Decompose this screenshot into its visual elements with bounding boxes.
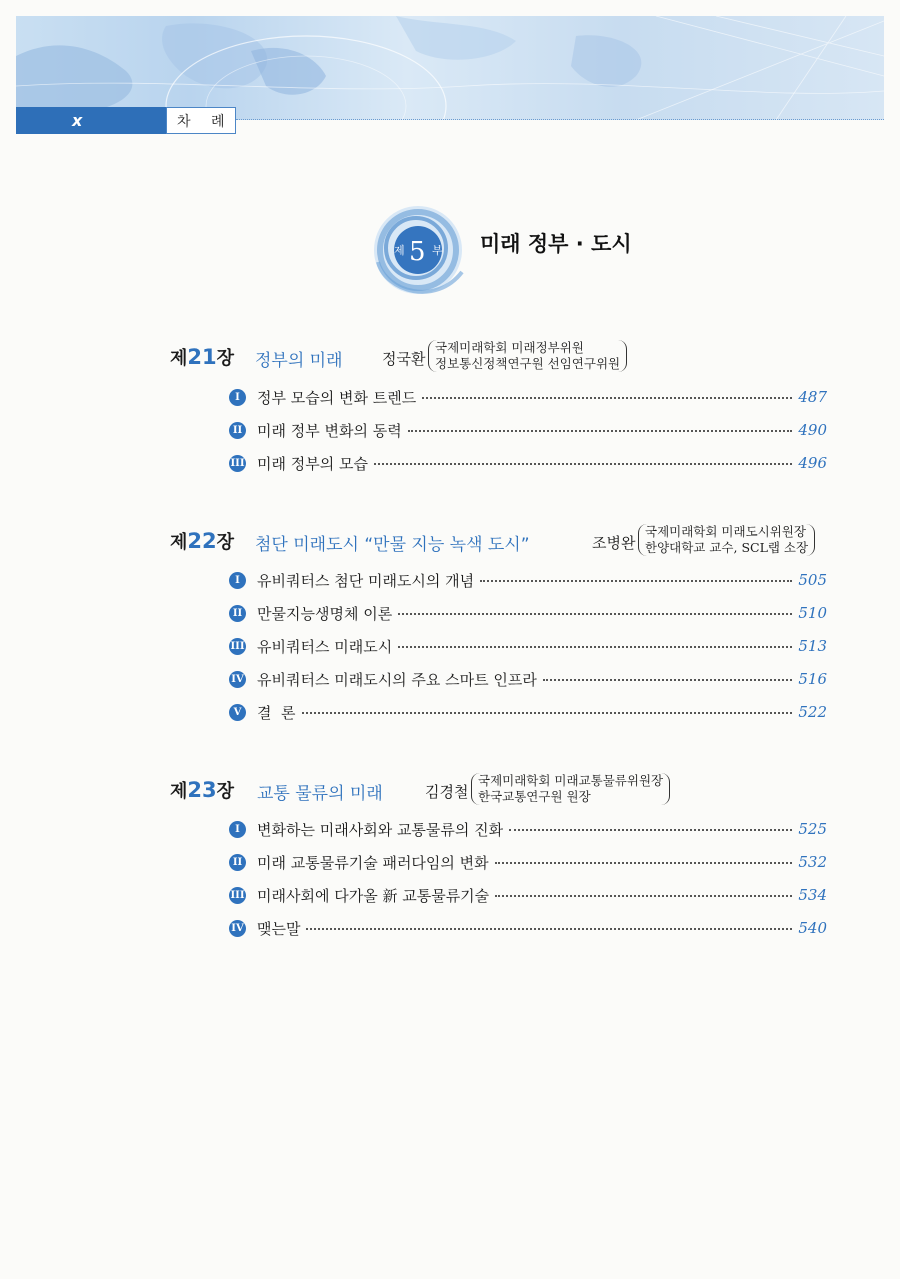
entry-title: 미래 교통물류기술 패러다임의 변화 [257,853,489,872]
dot-leader [306,928,792,930]
part-prefix: 제 [394,244,405,257]
dot-leader [422,397,792,399]
section-label: 차 례 [177,114,233,130]
chapter-heading [170,528,234,554]
chapter-heading [170,777,234,803]
entry-title: 미래사회에 다가올 新 교통물류기술 [257,886,490,905]
author-affiliation [428,340,627,372]
entry-title: 유비쿼터스 미래도시의 주요 스마트 인프라 [257,670,537,689]
dot-leader [543,679,792,681]
roman-numeral-badge: I [229,572,246,589]
dot-leader [302,712,793,714]
roman-numeral-badge: III [229,455,246,472]
entry-page: 510 [798,604,827,622]
toc-entry[interactable] [229,668,827,690]
chapter-prefix: 제 [170,348,188,369]
dot-leader [495,862,793,864]
entry-title: 변화하는 미래사회와 교통물류의 진화 [257,820,504,839]
entry-page: 522 [798,703,827,721]
entry-page: 490 [798,421,827,439]
toc-entry[interactable] [229,569,827,591]
chapter-author: 조병완 [592,534,636,552]
roman-numeral-badge: II [229,854,246,871]
entry-page: 496 [798,454,827,472]
affiliation-line: 국제미래학회 미래교통물류위원장 [478,773,664,788]
header-banner [16,16,884,120]
dot-leader [374,463,792,465]
toc-entry[interactable] [229,884,827,906]
toc-entry[interactable] [229,851,827,873]
entry-page: 525 [798,820,827,838]
affiliation-line: 한국교통연구원 원장 [478,789,591,804]
dot-leader [398,613,792,615]
roman-numeral-badge: I [229,389,246,406]
roman-numeral-badge: IV [229,671,246,688]
chapter-prefix: 제 [170,532,188,553]
entry-title: 미래 정부의 모습 [257,454,368,473]
chapter-number: 22 [187,529,217,553]
entry-title: 정부 모습의 변화 트렌드 [257,388,417,407]
toc-entry[interactable] [229,602,827,624]
chapter-suffix: 장 [216,532,235,553]
toc-entry[interactable] [229,701,827,723]
roman-numeral-badge: IV [229,920,246,937]
toc-entry[interactable] [229,635,827,657]
entry-page: 516 [798,670,827,688]
roman-numeral-badge: II [229,422,246,439]
affiliation-line: 한양대학교 교수, SCL랩 소장 [645,540,809,555]
roman-numeral-badge: II [229,605,246,622]
toc-entry[interactable] [229,419,827,441]
header-page-bar [16,107,166,134]
header-dotted-rule [236,119,884,120]
entry-page: 540 [798,919,827,937]
toc-entry[interactable] [229,386,827,408]
part-title: 미래 정부 · 도시 [480,232,632,256]
dot-leader [509,829,792,831]
chapter-prefix: 제 [170,781,188,802]
chapter-title: 교통 물류의 미래 [257,784,383,804]
author-affiliation [471,773,670,805]
author-affiliation [638,524,815,556]
toc-entry[interactable] [229,917,827,939]
part-suffix: 부 [432,244,443,257]
entry-title: 만물지능생명체 이론 [257,604,393,623]
entry-title: 맺는말 [257,919,301,938]
affiliation-line: 국제미래학회 미래정부위원 [435,340,584,355]
part-number: 5 [409,237,426,267]
chapter-suffix: 장 [216,348,235,369]
chapter-title: 첨단 미래도시 “만물 지능 녹색 도시” [255,535,530,555]
entry-page: 505 [798,571,827,589]
chapter-number: 23 [187,778,217,802]
entry-title: 유비쿼터스 첨단 미래도시의 개념 [257,571,475,590]
entry-page: 534 [798,886,827,904]
entry-title: 유비쿼터스 미래도시 [257,637,393,656]
roman-numeral-badge: III [229,638,246,655]
chapter-number: 21 [187,345,217,369]
chapter-author: 정국환 [382,350,426,368]
roman-numeral-badge: V [229,704,246,721]
dot-leader [480,580,792,582]
toc-entry[interactable] [229,818,827,840]
dot-leader [398,646,792,648]
chapter-author: 김경철 [425,783,469,801]
entry-title: 결 론 [257,703,296,722]
part-circle-emblem [366,202,470,306]
chapter-suffix: 장 [216,781,235,802]
dot-leader [495,895,792,897]
world-map-illustration [16,16,884,120]
roman-numeral-badge: I [229,821,246,838]
entry-page: 513 [798,637,827,655]
dot-leader [408,430,793,432]
chapter-title: 정부의 미래 [255,351,343,371]
entry-page: 532 [798,853,827,871]
affiliation-line: 정보통신정책연구원 선임연구위원 [435,356,621,371]
roman-numeral-badge: III [229,887,246,904]
entry-title: 미래 정부 변화의 동력 [257,421,402,440]
entry-page: 487 [798,388,827,406]
chapter-heading [170,344,234,370]
toc-entry[interactable] [229,452,827,474]
affiliation-line: 국제미래학회 미래도시위원장 [645,524,806,539]
page-number: x [72,111,83,130]
